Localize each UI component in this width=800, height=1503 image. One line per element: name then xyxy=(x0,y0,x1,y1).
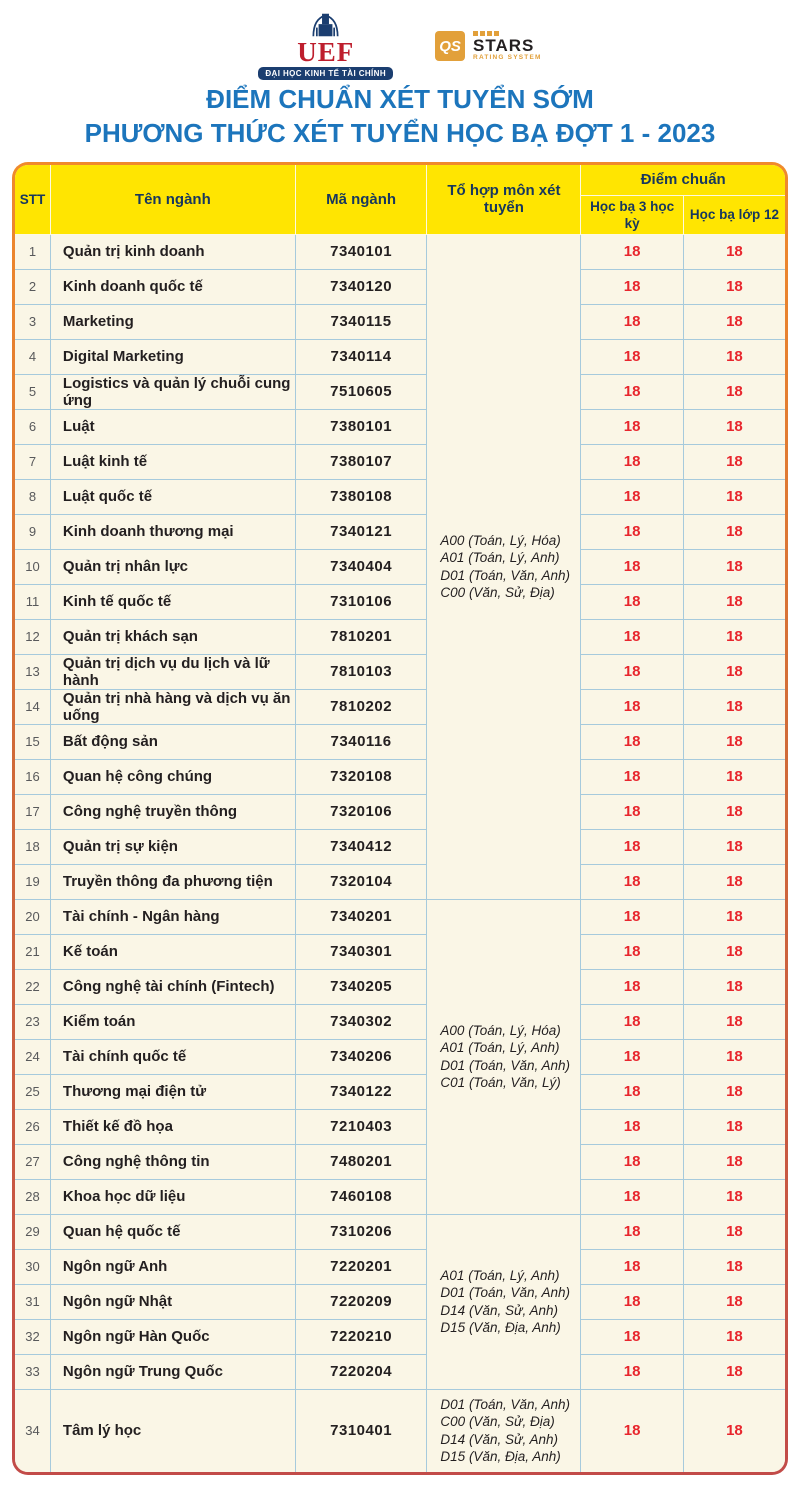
row-stt: 27 xyxy=(15,1144,50,1179)
row-stt: 9 xyxy=(15,514,50,549)
scores-table xyxy=(15,165,785,1472)
row-major-name: Quản trị dịch vụ du lịch và lữ hành xyxy=(50,654,295,689)
row-major-name: Ngôn ngữ Hàn Quốc xyxy=(50,1319,295,1354)
row-major-name: Digital Marketing xyxy=(50,339,295,374)
table-row xyxy=(15,339,785,374)
row-score-lop-12: 18 xyxy=(683,269,785,304)
row-stt: 34 xyxy=(15,1389,50,1472)
table-row xyxy=(15,549,785,584)
row-score-lop-12: 18 xyxy=(683,619,785,654)
row-score-3-hoc-ky: 18 xyxy=(581,794,683,829)
row-major-name: Luật quốc tế xyxy=(50,479,295,514)
table-row xyxy=(15,1214,785,1249)
row-major-name: Công nghệ thông tin xyxy=(50,1144,295,1179)
row-score-lop-12: 18 xyxy=(683,1389,785,1472)
row-score-3-hoc-ky: 18 xyxy=(581,409,683,444)
row-score-3-hoc-ky: 18 xyxy=(581,724,683,759)
row-stt: 31 xyxy=(15,1284,50,1319)
row-score-lop-12: 18 xyxy=(683,304,785,339)
row-subject-combos xyxy=(427,1389,581,1472)
row-score-3-hoc-ky: 18 xyxy=(581,339,683,374)
row-score-lop-12: 18 xyxy=(683,1354,785,1389)
qs-icon: QS xyxy=(435,31,465,61)
row-stt: 17 xyxy=(15,794,50,829)
row-major-code: 7310206 xyxy=(295,1214,427,1249)
row-major-code: 7310401 xyxy=(295,1389,427,1472)
row-stt: 32 xyxy=(15,1319,50,1354)
scores-table-frame xyxy=(12,162,788,1475)
table-row xyxy=(15,1389,785,1472)
row-major-name: Kinh doanh thương mại xyxy=(50,514,295,549)
row-major-code: 7220201 xyxy=(295,1249,427,1284)
header-stt: STT xyxy=(15,165,50,234)
row-score-lop-12: 18 xyxy=(683,759,785,794)
table-row xyxy=(15,584,785,619)
row-stt: 24 xyxy=(15,1039,50,1074)
subject-combo-line: A00 (Toán, Lý, Hóa) xyxy=(440,532,561,548)
row-stt: 7 xyxy=(15,444,50,479)
table-row xyxy=(15,759,785,794)
row-score-lop-12: 18 xyxy=(683,1214,785,1249)
table-row xyxy=(15,1284,785,1319)
subject-combo-line: D14 (Văn, Sử, Anh) xyxy=(440,1302,559,1318)
row-major-code: 7380101 xyxy=(295,409,427,444)
row-score-3-hoc-ky: 18 xyxy=(581,549,683,584)
row-major-name: Khoa học dữ liệu xyxy=(50,1179,295,1214)
table-row xyxy=(15,409,785,444)
row-score-lop-12: 18 xyxy=(683,444,785,479)
row-major-code: 7210403 xyxy=(295,1109,427,1144)
row-score-lop-12: 18 xyxy=(683,339,785,374)
subject-combo-line: A01 (Toán, Lý, Anh) xyxy=(440,1267,560,1283)
row-score-lop-12: 18 xyxy=(683,794,785,829)
row-score-lop-12: 18 xyxy=(683,899,785,934)
subject-combo-line: A01 (Toán, Lý, Anh) xyxy=(440,1040,560,1055)
row-stt: 30 xyxy=(15,1249,50,1284)
row-score-lop-12: 18 xyxy=(683,654,785,689)
row-subject-combos xyxy=(427,1214,581,1389)
table-row xyxy=(15,1109,785,1144)
row-score-lop-12: 18 xyxy=(683,1109,785,1144)
table-row xyxy=(15,864,785,899)
row-major-code: 7220204 xyxy=(295,1354,427,1389)
table-row xyxy=(15,794,785,829)
row-score-3-hoc-ky: 18 xyxy=(581,1144,683,1179)
row-major-code: 7340301 xyxy=(295,934,427,969)
subject-combo-line: C01 (Toán, Văn, Lý) xyxy=(440,1075,561,1090)
row-score-3-hoc-ky: 18 xyxy=(581,479,683,514)
row-score-lop-12: 18 xyxy=(683,1004,785,1039)
row-score-3-hoc-ky: 18 xyxy=(581,234,683,269)
row-score-lop-12: 18 xyxy=(683,1319,785,1354)
row-stt: 22 xyxy=(15,969,50,1004)
row-major-code: 7320108 xyxy=(295,759,427,794)
table-row xyxy=(15,269,785,304)
row-score-lop-12: 18 xyxy=(683,1039,785,1074)
row-major-name: Quản trị khách sạn xyxy=(50,619,295,654)
row-score-lop-12: 18 xyxy=(683,234,785,269)
table-row xyxy=(15,374,785,409)
row-major-code: 7460108 xyxy=(295,1179,427,1214)
row-major-code: 7220209 xyxy=(295,1284,427,1319)
row-score-3-hoc-ky: 18 xyxy=(581,514,683,549)
table-row xyxy=(15,654,785,689)
header-ma-nganh: Mã ngành xyxy=(295,165,427,234)
scores-table-container xyxy=(15,165,785,1472)
row-major-name: Quản trị nhà hàng và dịch vụ ăn uống xyxy=(50,689,295,724)
page-title-line2: PHƯƠNG THỨC XÉT TUYỂN HỌC BẠ ĐỢT 1 - 2023 xyxy=(84,118,716,148)
row-stt: 4 xyxy=(15,339,50,374)
subject-combo-line: D15 (Văn, Địa, Anh) xyxy=(440,1320,561,1335)
table-row xyxy=(15,479,785,514)
row-score-lop-12: 18 xyxy=(683,724,785,759)
row-score-3-hoc-ky: 18 xyxy=(581,304,683,339)
table-row xyxy=(15,444,785,479)
row-stt: 20 xyxy=(15,899,50,934)
row-major-name: Quản trị sự kiện xyxy=(50,829,295,864)
table-row xyxy=(15,1249,785,1284)
row-score-lop-12: 18 xyxy=(683,1249,785,1284)
row-major-name: Quan hệ quốc tế xyxy=(50,1214,295,1249)
table-row xyxy=(15,934,785,969)
row-stt: 28 xyxy=(15,1179,50,1214)
table-row xyxy=(15,619,785,654)
row-score-3-hoc-ky: 18 xyxy=(581,584,683,619)
row-score-3-hoc-ky: 18 xyxy=(581,969,683,1004)
table-row xyxy=(15,1319,785,1354)
row-major-code: 7810202 xyxy=(295,689,427,724)
row-score-lop-12: 18 xyxy=(683,409,785,444)
table-body xyxy=(15,234,785,1472)
subject-combo-line: D01 (Toán, Văn, Anh) xyxy=(440,567,571,583)
row-stt: 2 xyxy=(15,269,50,304)
row-score-3-hoc-ky: 18 xyxy=(581,1179,683,1214)
row-major-name: Quản trị kinh doanh xyxy=(50,234,295,269)
row-major-name: Thiết kế đồ họa xyxy=(50,1109,295,1144)
subject-combo-line: D01 (Toán, Văn, Anh) xyxy=(440,1285,571,1300)
uef-subtitle: ĐẠI HỌC KINH TẾ TÀI CHÍNH xyxy=(258,67,393,80)
row-major-name: Truyền thông đa phương tiện xyxy=(50,864,295,899)
row-major-name: Quan hệ công chúng xyxy=(50,759,295,794)
table-row xyxy=(15,969,785,1004)
row-stt: 5 xyxy=(15,374,50,409)
row-major-code: 7340101 xyxy=(295,234,427,269)
row-score-lop-12: 18 xyxy=(683,374,785,409)
table-row xyxy=(15,829,785,864)
subject-combo-line: A01 (Toán, Lý, Anh) xyxy=(440,550,560,565)
row-stt: 25 xyxy=(15,1074,50,1109)
row-major-name: Kinh tế quốc tế xyxy=(50,584,295,619)
row-score-3-hoc-ky: 18 xyxy=(581,374,683,409)
row-stt: 6 xyxy=(15,409,50,444)
row-stt: 16 xyxy=(15,759,50,794)
row-stt: 33 xyxy=(15,1354,50,1389)
row-major-name: Kế toán xyxy=(50,934,295,969)
row-score-3-hoc-ky: 18 xyxy=(581,899,683,934)
header-to-hop-mon: Tổ hợp môn xét tuyển xyxy=(427,165,581,234)
header-diem-chuan: Điểm chuẩn xyxy=(581,165,785,195)
row-major-code: 7340122 xyxy=(295,1074,427,1109)
row-major-code: 7340201 xyxy=(295,899,427,934)
header-logos xyxy=(0,0,800,78)
uef-logo xyxy=(258,12,393,80)
subject-combo-line: C00 (Văn, Sử, Địa) xyxy=(440,1414,555,1429)
row-stt: 1 xyxy=(15,234,50,269)
row-major-name: Luật kinh tế xyxy=(50,444,295,479)
row-score-3-hoc-ky: 18 xyxy=(581,1389,683,1472)
row-stt: 11 xyxy=(15,584,50,619)
row-major-name: Tài chính quốc tế xyxy=(50,1039,295,1074)
table-row xyxy=(15,514,785,549)
table-row xyxy=(15,689,785,724)
subject-combo-line: D01 (Toán, Văn, Anh) xyxy=(440,1396,571,1412)
row-stt: 21 xyxy=(15,934,50,969)
subject-combo-line: D01 (Toán, Văn, Anh) xyxy=(440,1057,571,1073)
row-score-3-hoc-ky: 18 xyxy=(581,829,683,864)
row-major-code: 7340115 xyxy=(295,304,427,339)
row-major-name: Kinh doanh quốc tế xyxy=(50,269,295,304)
row-major-code: 7340302 xyxy=(295,1004,427,1039)
uef-building-icon xyxy=(308,12,343,38)
row-score-lop-12: 18 xyxy=(683,1074,785,1109)
row-major-code: 7320104 xyxy=(295,864,427,899)
table-row xyxy=(15,234,785,269)
row-major-name: Thương mại điện tử xyxy=(50,1074,295,1109)
row-score-lop-12: 18 xyxy=(683,549,785,584)
row-major-code: 7320106 xyxy=(295,794,427,829)
row-major-code: 7380108 xyxy=(295,479,427,514)
row-score-3-hoc-ky: 18 xyxy=(581,1109,683,1144)
row-score-lop-12: 18 xyxy=(683,514,785,549)
row-stt: 23 xyxy=(15,1004,50,1039)
row-major-code: 7380107 xyxy=(295,444,427,479)
row-stt: 29 xyxy=(15,1214,50,1249)
row-major-code: 7310106 xyxy=(295,584,427,619)
subject-combo-line: D14 (Văn, Sử, Anh) xyxy=(440,1431,559,1447)
row-stt: 19 xyxy=(15,864,50,899)
row-stt: 3 xyxy=(15,304,50,339)
row-major-code: 7340120 xyxy=(295,269,427,304)
row-major-name: Bất động sản xyxy=(50,724,295,759)
table-header xyxy=(15,165,785,234)
row-score-3-hoc-ky: 18 xyxy=(581,759,683,794)
qs-stars-label: STARS xyxy=(473,36,535,55)
qs-stars-text-block xyxy=(473,31,542,61)
row-score-3-hoc-ky: 18 xyxy=(581,654,683,689)
row-score-lop-12: 18 xyxy=(683,584,785,619)
table-row xyxy=(15,1004,785,1039)
table-row xyxy=(15,304,785,339)
header-ten-nganh: Tên ngành xyxy=(50,165,295,234)
row-major-name: Công nghệ truyền thông xyxy=(50,794,295,829)
table-row xyxy=(15,1144,785,1179)
row-major-code: 7480201 xyxy=(295,1144,427,1179)
row-major-name: Tài chính - Ngân hàng xyxy=(50,899,295,934)
row-subject-combos xyxy=(427,899,581,1214)
row-major-code: 7510605 xyxy=(295,374,427,409)
row-score-lop-12: 18 xyxy=(683,829,785,864)
row-score-3-hoc-ky: 18 xyxy=(581,269,683,304)
row-score-lop-12: 18 xyxy=(683,1144,785,1179)
row-major-name: Logistics và quản lý chuỗi cung ứng xyxy=(50,374,295,409)
row-score-lop-12: 18 xyxy=(683,479,785,514)
row-score-3-hoc-ky: 18 xyxy=(581,1039,683,1074)
row-score-3-hoc-ky: 18 xyxy=(581,1284,683,1319)
table-row xyxy=(15,724,785,759)
header-hoc-ba-3-hoc-ky: Học bạ 3 học kỳ xyxy=(581,195,683,234)
row-score-lop-12: 18 xyxy=(683,689,785,724)
row-major-name: Ngôn ngữ Trung Quốc xyxy=(50,1354,295,1389)
row-major-name: Kiểm toán xyxy=(50,1004,295,1039)
row-major-name: Quản trị nhân lực xyxy=(50,549,295,584)
row-score-3-hoc-ky: 18 xyxy=(581,1214,683,1249)
row-major-name: Ngôn ngữ Nhật xyxy=(50,1284,295,1319)
row-score-3-hoc-ky: 18 xyxy=(581,1074,683,1109)
row-stt: 15 xyxy=(15,724,50,759)
row-score-3-hoc-ky: 18 xyxy=(581,1004,683,1039)
uef-abbr: UEF xyxy=(297,37,355,67)
row-score-lop-12: 18 xyxy=(683,934,785,969)
subject-combo-line: C00 (Văn, Sử, Địa) xyxy=(440,585,555,600)
row-score-3-hoc-ky: 18 xyxy=(581,1354,683,1389)
row-score-3-hoc-ky: 18 xyxy=(581,864,683,899)
row-score-3-hoc-ky: 18 xyxy=(581,689,683,724)
subject-combo-line: A00 (Toán, Lý, Hóa) xyxy=(440,1022,561,1038)
row-stt: 8 xyxy=(15,479,50,514)
qs-stars-logo xyxy=(435,31,542,61)
table-row xyxy=(15,1354,785,1389)
page-title-line1: ĐIỂM CHUẨN XÉT TUYỂN SỚM xyxy=(206,84,594,114)
row-major-name: Tâm lý học xyxy=(50,1389,295,1472)
subject-combo-line: D15 (Văn, Địa, Anh) xyxy=(440,1449,561,1464)
row-score-lop-12: 18 xyxy=(683,969,785,1004)
row-major-code: 7810103 xyxy=(295,654,427,689)
row-major-code: 7340412 xyxy=(295,829,427,864)
row-major-name: Ngôn ngữ Anh xyxy=(50,1249,295,1284)
row-stt: 26 xyxy=(15,1109,50,1144)
row-major-name: Luật xyxy=(50,409,295,444)
row-stt: 10 xyxy=(15,549,50,584)
row-major-code: 7340205 xyxy=(295,969,427,1004)
row-major-code: 7340116 xyxy=(295,724,427,759)
header-hoc-ba-lop-12: Học bạ lớp 12 xyxy=(683,195,785,234)
table-row xyxy=(15,899,785,934)
page-title xyxy=(0,82,800,150)
row-major-name: Marketing xyxy=(50,304,295,339)
row-score-3-hoc-ky: 18 xyxy=(581,619,683,654)
row-stt: 18 xyxy=(15,829,50,864)
row-major-code: 7220210 xyxy=(295,1319,427,1354)
row-score-lop-12: 18 xyxy=(683,1179,785,1214)
row-major-code: 7340206 xyxy=(295,1039,427,1074)
row-major-code: 7340404 xyxy=(295,549,427,584)
row-major-name: Công nghệ tài chính (Fintech) xyxy=(50,969,295,1004)
row-score-3-hoc-ky: 18 xyxy=(581,934,683,969)
row-major-code: 7810201 xyxy=(295,619,427,654)
row-subject-combos xyxy=(427,234,581,899)
row-stt: 14 xyxy=(15,689,50,724)
row-major-code: 7340114 xyxy=(295,339,427,374)
row-score-3-hoc-ky: 18 xyxy=(581,444,683,479)
row-score-3-hoc-ky: 18 xyxy=(581,1319,683,1354)
row-stt: 13 xyxy=(15,654,50,689)
table-row xyxy=(15,1179,785,1214)
row-major-code: 7340121 xyxy=(295,514,427,549)
table-row xyxy=(15,1074,785,1109)
qs-rating-system-label: RATING SYSTEM xyxy=(473,54,542,61)
row-score-lop-12: 18 xyxy=(683,1284,785,1319)
table-row xyxy=(15,1039,785,1074)
row-stt: 12 xyxy=(15,619,50,654)
row-score-lop-12: 18 xyxy=(683,864,785,899)
row-score-3-hoc-ky: 18 xyxy=(581,1249,683,1284)
